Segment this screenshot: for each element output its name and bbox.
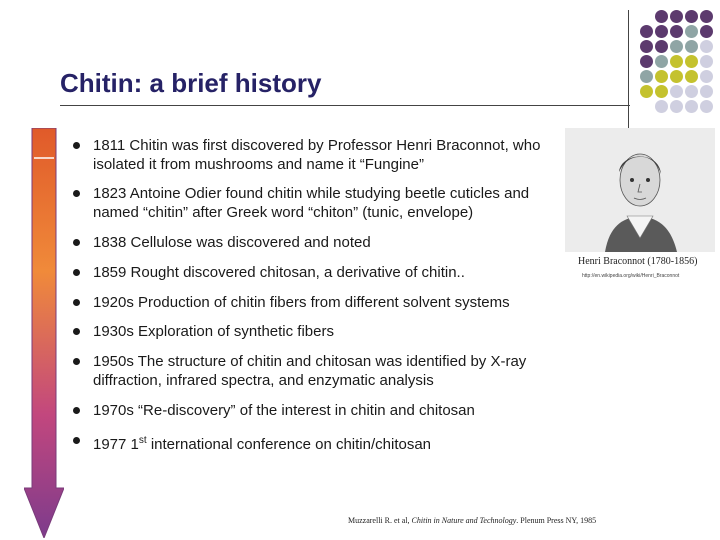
reference-publisher: . Plenum Press NY, 1985 [516,516,597,525]
item-description: Antoine Odier found chitin while studying beetle cuticles and named “chitin” after Greek word “chiton” (tunic, envelope) [93,185,530,221]
decor-dot [655,70,668,83]
item-description: Chitin was first discovered by Professor Henri Braconnot, who isolated it from mushrooms and name it “Fungine” [93,137,541,173]
decor-dot [640,85,653,98]
year-label: 1838 [93,234,127,251]
bullet-icon [73,407,80,414]
reference-book-title: Chitin in Nature and Technology [411,516,517,525]
decor-dots [640,10,720,120]
year-label: 1930s [93,323,134,340]
reference-citation [348,516,596,525]
decor-dot [685,70,698,83]
decor-dot [700,25,713,38]
list-item-text [93,322,563,341]
decor-dot [640,55,653,68]
decor-dot [670,25,683,38]
bullet-icon [73,328,80,335]
decor-dot [700,10,713,23]
decor-dot [640,70,653,83]
decor-dot [700,85,713,98]
list-item-text [93,184,563,222]
bullet-icon [73,437,80,444]
list-item-text [93,352,563,390]
decor-dot [640,40,653,53]
list-item-text [93,263,563,282]
item-description: Rought discovered chitosan, a derivative of chitin.. [126,264,465,281]
decor-dot [670,85,683,98]
decor-dot [685,25,698,38]
year-label: 1970s [93,402,134,419]
item-description: 1 [126,436,139,453]
decor-dot [685,55,698,68]
item-description: Production of chitin fibers from different solvent systems [133,294,510,311]
decor-dot [670,100,683,113]
bullet-icon [73,142,80,149]
list-item-text [93,401,563,420]
bullet-icon [73,190,80,197]
item-description: Cellulose was discovered and noted [126,234,371,251]
decor-dot [685,100,698,113]
decor-dot [655,85,668,98]
decor-dot [685,40,698,53]
decor-dot [670,40,683,53]
year-label: 1811 [93,137,126,154]
decor-dot [700,40,713,53]
decor-dot [655,10,668,23]
list-item-text [93,431,563,454]
item-description: Exploration of synthetic fibers [133,323,334,340]
item-description: The structure of chitin and chitosan was identified by X-ray diffraction, infrared spectra, and enzymatic analysis [93,353,527,389]
slide-title: Chitin: a brief history [60,68,322,98]
decor-dot [700,100,713,113]
title-divider-horizontal [60,105,630,106]
bullet-icon [73,299,80,306]
portrait-caption: Henri Braconnot (1780-1856) [578,256,698,267]
year-label: 1977 [93,436,127,453]
item-description-tail: international conference on chitin/chitosan [146,436,432,453]
portrait-url: http://en.wikipedia.org/wiki/Henri_Braconnot [582,273,680,279]
decor-dot [670,55,683,68]
decor-dot [685,85,698,98]
ordinal-suffix: st [138,435,147,446]
decor-dot [700,55,713,68]
item-description: “Re-discovery” of the interest in chitin and chitosan [133,402,475,419]
timeline-arrow-icon [24,128,64,538]
bullet-icon [73,239,80,246]
year-label: 1823 [93,185,127,202]
list-item-text [93,233,563,252]
decor-dot [655,40,668,53]
decor-dot [685,10,698,23]
list-item-text [93,136,563,174]
year-label: 1920s [93,294,134,311]
title-divider-vertical [628,10,629,130]
decor-dot [670,10,683,23]
decor-dot [655,100,668,113]
bullet-icon [73,269,80,276]
portrait-image [565,128,715,252]
decor-dot [655,25,668,38]
bullet-icon [73,358,80,365]
decor-dot [640,25,653,38]
decor-dot [700,70,713,83]
year-label: 1950s [93,353,134,370]
list-item-text [93,293,563,312]
year-label: 1859 [93,264,127,281]
reference-authors: Muzzarelli R. et al, [348,516,412,525]
decor-dot [655,55,668,68]
decor-dot [670,70,683,83]
